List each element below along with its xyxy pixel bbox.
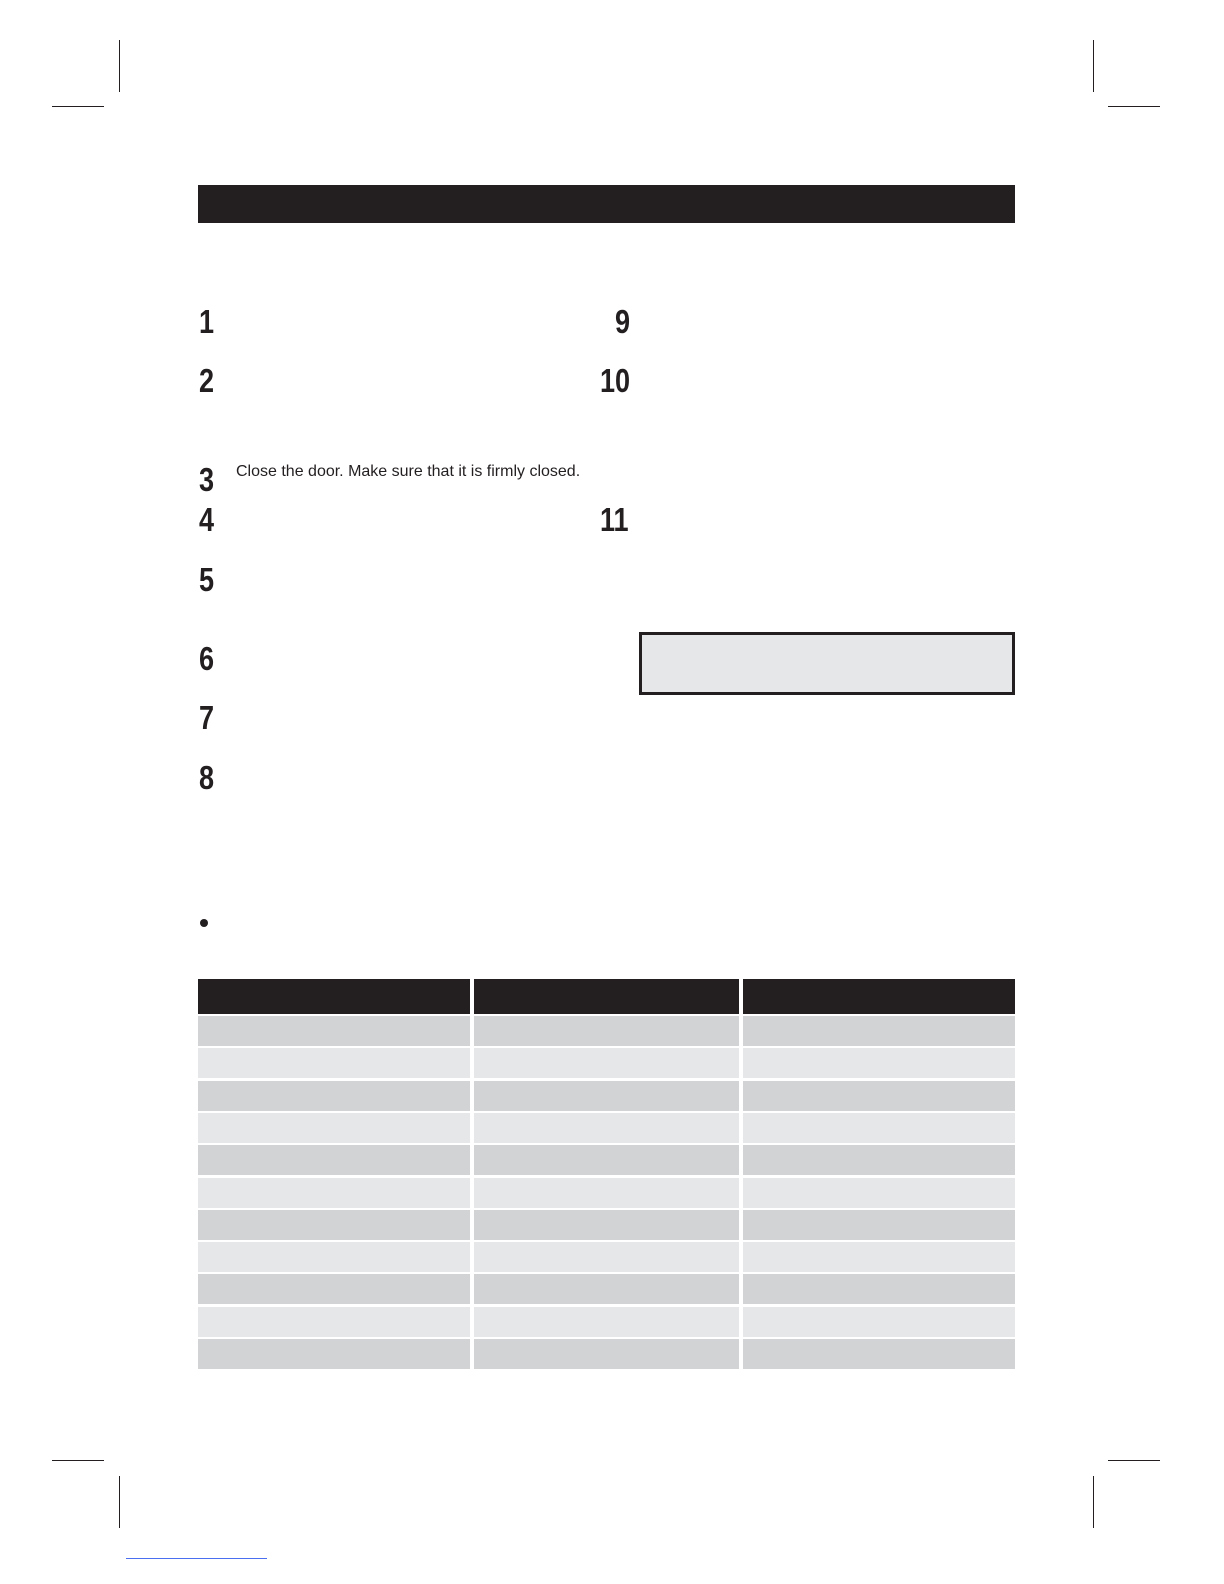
table-cell	[474, 1081, 739, 1111]
table-header-row	[198, 979, 1015, 1014]
table-cell	[743, 1113, 1015, 1143]
table-row	[198, 1016, 1015, 1046]
table-cell	[474, 1048, 739, 1078]
table-cell	[198, 1113, 470, 1143]
table-row	[198, 1339, 1015, 1369]
table-cell	[474, 1113, 739, 1143]
crop-mark	[1108, 1460, 1160, 1461]
table-row	[198, 1178, 1015, 1208]
table-cell	[474, 1242, 739, 1272]
table-row	[198, 1274, 1015, 1304]
step-number: 11	[600, 501, 629, 538]
step-number: 10	[600, 362, 631, 399]
link-underline[interactable]	[126, 1558, 267, 1559]
table-cell	[474, 1339, 739, 1369]
table-row	[198, 1113, 1015, 1143]
table-cell	[198, 1016, 470, 1046]
table-cell	[743, 1242, 1015, 1272]
table-cell	[198, 1307, 470, 1337]
step-3-text: Close the door. Make sure that it is firmly closed.	[236, 463, 581, 480]
table-row	[198, 1307, 1015, 1337]
table-row	[198, 1081, 1015, 1111]
table-cell	[198, 1242, 470, 1272]
table-row	[198, 1210, 1015, 1240]
table-header-cell	[198, 979, 470, 1014]
table-cell	[198, 1339, 470, 1369]
table-row	[198, 1242, 1015, 1272]
table-cell	[198, 1048, 470, 1078]
bullet-point	[200, 919, 208, 927]
table-header-cell	[743, 979, 1015, 1014]
crop-mark	[1093, 40, 1094, 92]
crop-mark	[119, 1476, 120, 1528]
table-cell	[743, 1081, 1015, 1111]
table-row	[198, 1048, 1015, 1078]
table-cell	[198, 1081, 470, 1111]
table-cell	[474, 1178, 739, 1208]
step-number: 9	[615, 303, 631, 340]
table-cell	[743, 1307, 1015, 1337]
step-number: 1	[199, 303, 215, 340]
step-number: 4	[199, 501, 215, 538]
crop-mark	[1108, 106, 1160, 107]
step-number: 2	[199, 362, 215, 399]
table-cell	[198, 1210, 470, 1240]
table-cell	[743, 1145, 1015, 1175]
crop-mark	[119, 40, 120, 92]
crop-mark	[52, 106, 104, 107]
crop-mark	[1093, 1476, 1094, 1528]
table-cell	[474, 1210, 739, 1240]
note-box	[639, 632, 1015, 695]
table-header-cell	[474, 979, 739, 1014]
step-number: 7	[199, 699, 215, 736]
table-cell	[743, 1274, 1015, 1304]
table-row	[198, 1145, 1015, 1175]
table-cell	[198, 1178, 470, 1208]
step-number: 3	[199, 461, 215, 498]
section-header-bar	[198, 185, 1015, 223]
table-cell	[743, 1178, 1015, 1208]
table-cell	[474, 1274, 739, 1304]
table-cell	[198, 1274, 470, 1304]
step-number: 6	[199, 640, 215, 677]
table-cell	[743, 1210, 1015, 1240]
table-cell	[743, 1016, 1015, 1046]
step-number: 8	[199, 759, 215, 796]
table-cell	[474, 1016, 739, 1046]
table-cell	[474, 1307, 739, 1337]
table-cell	[198, 1145, 470, 1175]
table-cell	[743, 1339, 1015, 1369]
table-cell	[743, 1048, 1015, 1078]
step-number: 5	[199, 561, 215, 598]
crop-mark	[52, 1460, 104, 1461]
table-cell	[474, 1145, 739, 1175]
